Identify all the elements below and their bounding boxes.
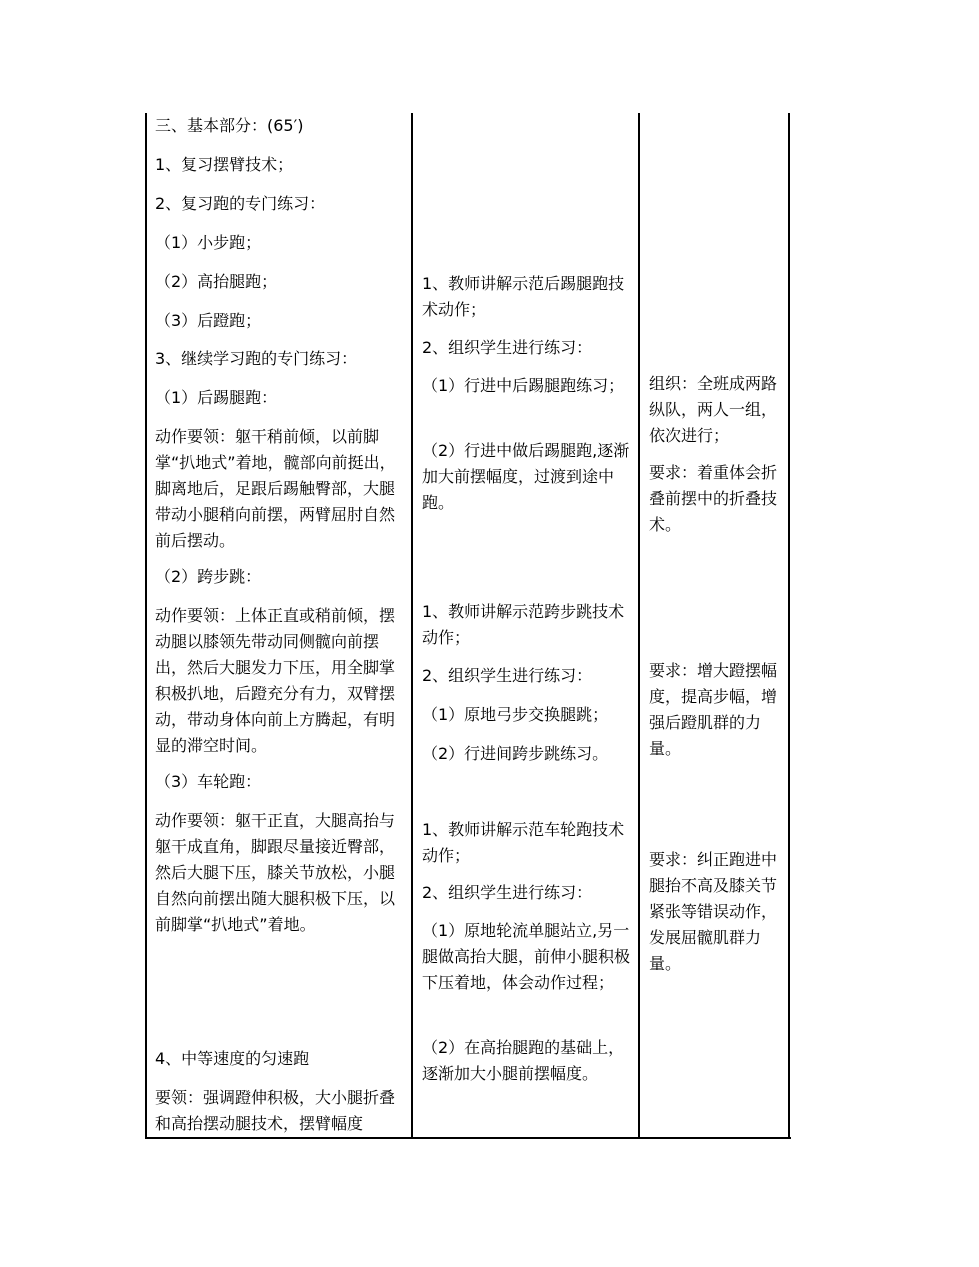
requirement-text: 要求：着重体会折叠前摆中的折叠技术。 <box>649 463 778 534</box>
method-text: （2）行进间跨步跳练习。 <box>422 744 609 763</box>
list-item: 2、复习跑的专门练习： <box>155 194 326 213</box>
list-item: （2）跨步跳： <box>155 567 262 586</box>
list-item: （1）小步跑； <box>155 233 262 252</box>
requirement-text: 要求：纠正跑进中腿抬不高及膝关节紧张等错误动作，发展屈髋肌群力量。 <box>649 850 778 973</box>
table-border-right <box>788 113 790 1139</box>
method-column <box>422 113 632 1139</box>
column-divider-2 <box>638 113 640 1139</box>
list-item: 4、中等速度的匀速跑 <box>155 1049 310 1068</box>
lesson-plan-table <box>145 113 789 1139</box>
method-text: 2、组织学生进行练习： <box>422 338 593 357</box>
method-text: （2）在高抬腿跑的基础上，逐渐加大小腿前摆幅度。 <box>422 1038 625 1083</box>
method-text: （1）行进中后踢腿跑练习； <box>422 376 625 395</box>
method-text: 2、组织学生进行练习： <box>422 883 593 902</box>
list-item: 1、复习摆臂技术； <box>155 155 294 174</box>
essentials-paragraph: 动作要领：上体正直或稍前倾，摆动腿以膝领先带动同侧髋向前摆出，然后大腿发力下压，用全脚掌积极扒地，后蹬充分有力，双臂摆动，带动身体向前上方腾起，有明显的滞空时间。 <box>155 606 396 755</box>
method-text: 1、教师讲解示范后踢腿跑技术动作； <box>422 274 625 319</box>
method-text: 2、组织学生进行练习： <box>422 666 593 685</box>
requirement-text: 组织：全班成两路纵队，两人一组，依次进行； <box>649 374 778 445</box>
method-text: （1）原地轮流单腿站立,另一腿做高抬大腿，前伸小腿积极下压着地，体会动作过程； <box>422 921 631 992</box>
content-column <box>155 113 407 1139</box>
method-text: （1）原地弓步交换腿跳； <box>422 705 609 724</box>
list-item: （1）后踢腿跑： <box>155 388 278 407</box>
essentials-paragraph: 动作要领：躯干稍前倾，以前脚掌“扒地式”着地，髋部向前挺出，脚离地后，足跟后踢触臀部，大腿带动小腿稍向前摆，两臂屈肘自然前后摆动。 <box>155 427 396 550</box>
list-item: 3、继续学习跑的专门练习： <box>155 349 358 368</box>
method-text: （2）行进中做后踢腿跑,逐渐加大前摆幅度，过渡到途中跑。 <box>422 441 630 512</box>
requirement-column <box>649 113 781 1139</box>
column-divider-1 <box>411 113 413 1139</box>
essentials-paragraph: 要领：强调蹬伸积极，大小腿折叠和高抬摆动腿技术，摆臂幅度 <box>155 1088 396 1133</box>
list-item: （3）车轮跑： <box>155 772 262 791</box>
list-item: （2）高抬腿跑； <box>155 272 278 291</box>
method-text: 1、教师讲解示范车轮跑技术动作； <box>422 820 625 865</box>
requirement-text: 要求：增大蹬摆幅度，提高步幅，增强后蹬肌群的力量。 <box>649 661 778 758</box>
section-title: 三、基本部分：(65′) <box>155 116 304 135</box>
method-text: 1、教师讲解示范跨步跳技术动作； <box>422 602 625 647</box>
table-border-left <box>145 113 147 1139</box>
list-item: （3）后蹬跑； <box>155 311 262 330</box>
essentials-paragraph: 动作要领：躯干正直，大腿高抬与躯干成直角，脚跟尽量接近臀部，然后大腿下压，膝关节放松，小腿自然向前摆出随大腿积极下压，以前脚掌“扒地式”着地。 <box>155 811 396 934</box>
